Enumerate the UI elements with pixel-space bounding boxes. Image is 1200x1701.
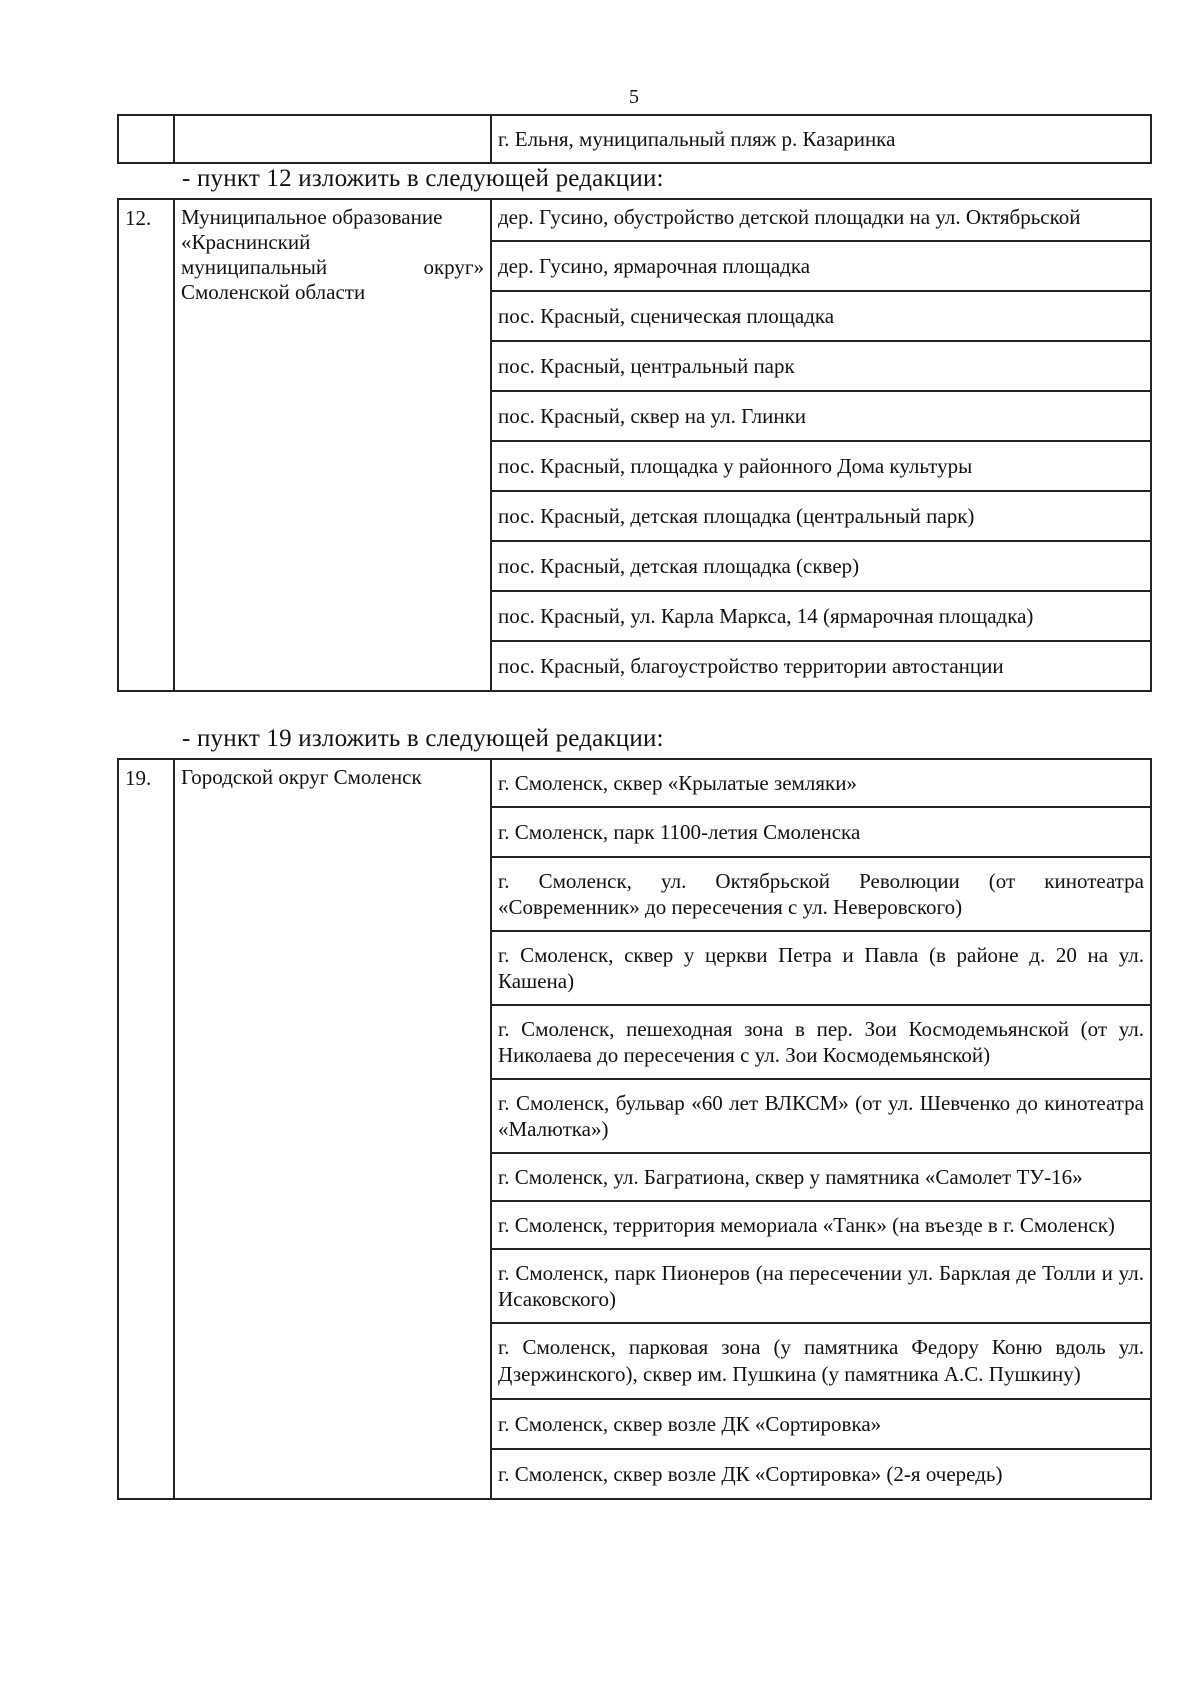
cell-place: пос. Красный, детская площадка (центральный парк) [491, 491, 1151, 541]
cell-place: дер. Гусино, обустройство детской площадки на ул. Октябрьской [491, 199, 1151, 241]
cell-municipality [174, 115, 491, 163]
cell-place: пос. Красный, площадка у районного Дома культуры [491, 441, 1151, 491]
cell-place: г. Ельня, муниципальный пляж р. Казаринка [491, 115, 1151, 163]
cell-place: г. Смоленск, парк Пионеров (на пересечении ул. Барклая де Толли и ул. Исаковского) [491, 1249, 1151, 1323]
cell-municipality [174, 199, 491, 691]
municipality-line: «Краснинский [181, 230, 311, 254]
cell-place: г. Смоленск, пешеходная зона в пер. Зои Космодемьянской (от ул. Николаева до пересечения с ул. Зои Космодемьянской) [491, 1005, 1151, 1079]
cell-place: г. Смоленск, бульвар «60 лет ВЛКСМ» (от ул. Шевченко до кинотеатра «Малютка») [491, 1079, 1151, 1153]
cell-place: г. Смоленск, ул. Багратиона, сквер у памятника «Самолет ТУ-16» [491, 1153, 1151, 1201]
cell-place: г. Смоленск, ул. Октябрьской Революции (от кинотеатра «Современник» до пересечения с ул. Неверовского) [491, 857, 1151, 931]
table-row [118, 759, 1151, 807]
cell-place: пос. Красный, ул. Карла Маркса, 14 (ярмарочная площадка) [491, 591, 1151, 641]
cell-place: г. Смоленск, сквер у церкви Петра и Павла (в районе д. 20 на ул. Кашена) [491, 931, 1151, 1005]
table-continuation [117, 114, 1152, 164]
municipality-line: Муниципальное образование [181, 205, 443, 229]
table-item-12 [117, 198, 1152, 692]
municipality-line: Смоленской области [181, 280, 366, 304]
section-heading-12: - пункт 12 изложить в следующей редакции: [182, 165, 664, 192]
cell-place: г. Смоленск, территория мемориала «Танк» (на въезде в г. Смоленск) [491, 1201, 1151, 1249]
cell-place: пос. Красный, центральный парк [491, 341, 1151, 391]
cell-number [118, 115, 174, 163]
cell-place: г. Смоленск, сквер возле ДК «Сортировка» (2-я очередь) [491, 1449, 1151, 1499]
cell-place: пос. Красный, детская площадка (сквер) [491, 541, 1151, 591]
table-item-19 [117, 758, 1152, 1500]
cell-place: г. Смоленск, сквер «Крылатые земляки» [491, 759, 1151, 807]
page-number: 5 [629, 86, 639, 108]
section-heading-19: - пункт 19 изложить в следующей редакции: [182, 725, 664, 752]
cell-number: 19. [118, 759, 174, 1499]
cell-municipality: Городской округ Смоленск [174, 759, 491, 1499]
table-row [118, 115, 1151, 163]
cell-place: дер. Гусино, ярмарочная площадка [491, 241, 1151, 291]
table-row [118, 199, 1151, 241]
cell-place: г. Смоленск, парк 1100-летия Смоленска [491, 807, 1151, 857]
cell-place: пос. Красный, сквер на ул. Глинки [491, 391, 1151, 441]
cell-place: пос. Красный, благоустройство территории автостанции [491, 641, 1151, 691]
cell-place: г. Смоленск, сквер возле ДК «Сортировка» [491, 1399, 1151, 1449]
cell-number: 12. [118, 199, 174, 691]
cell-place: г. Смоленск, парковая зона (у памятника Федору Коню вдоль ул. Дзержинского), сквер им. Пушкина (у памятника А.С. Пушкину) [491, 1323, 1151, 1399]
municipality-line: муниципальный округ» [181, 255, 484, 279]
cell-place: пос. Красный, сценическая площадка [491, 291, 1151, 341]
